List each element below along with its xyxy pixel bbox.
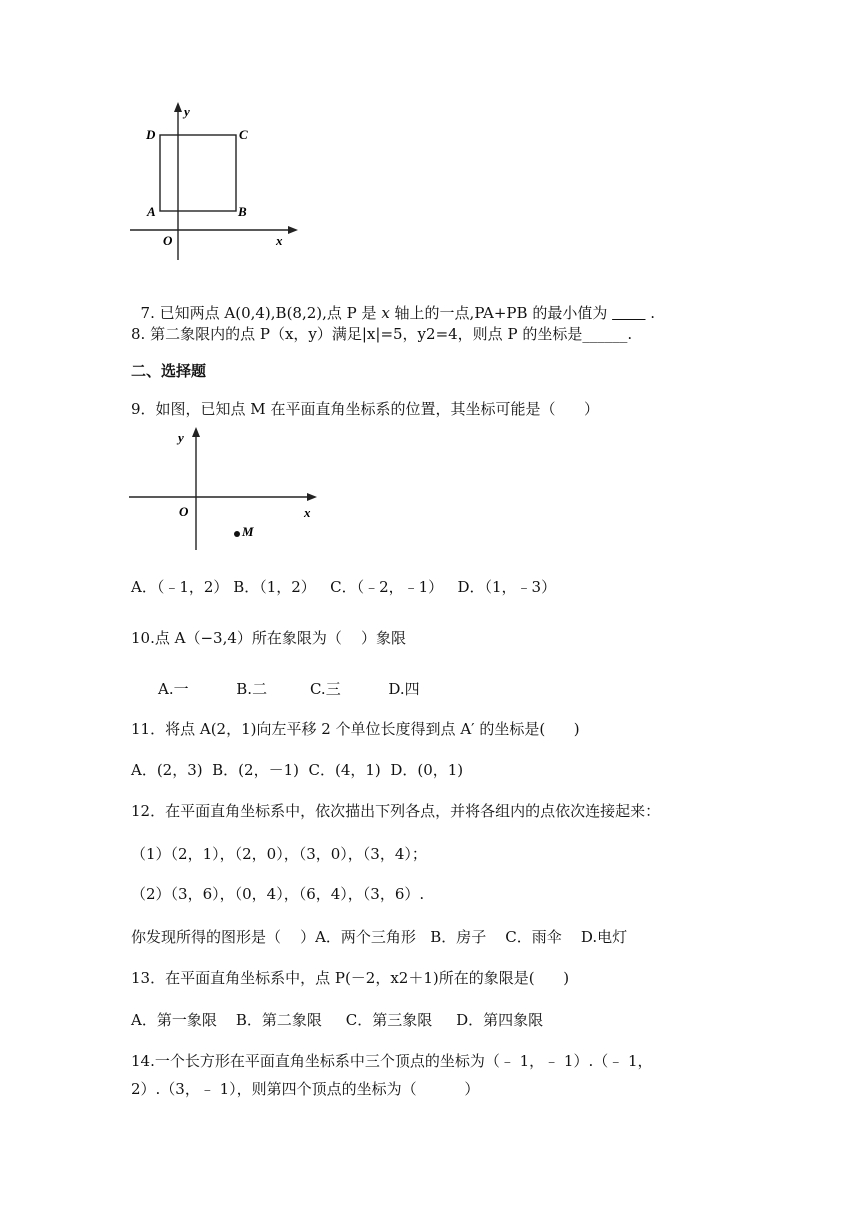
q7-text-pre: 7. 已知两点 A(0,4),B(8,2),点 P 是 bbox=[140, 304, 382, 322]
question-14-line-1: 14.一个长方形在平面直角坐标系中三个顶点的坐标为（﹣ 1，﹣ 1）.（﹣ 1， bbox=[131, 1052, 653, 1070]
question-12-group-2: （2）（3，6），（0，4），（6，4），（3，6）. bbox=[131, 885, 425, 903]
figure-square-abcd bbox=[126, 100, 306, 265]
label-C: C bbox=[239, 127, 248, 142]
label-x: x bbox=[304, 505, 311, 520]
figure-point-m bbox=[126, 424, 326, 554]
label-D: D bbox=[146, 127, 156, 142]
label-origin: O bbox=[163, 233, 173, 248]
q7-answer-blank[interactable] bbox=[612, 304, 645, 322]
label-origin: O bbox=[179, 504, 189, 519]
question-11: 11．将点 A(2，1)向左平移 2 个单位长度得到点 A′ 的坐标是( ) bbox=[131, 720, 580, 738]
y-axis-arrow bbox=[192, 427, 200, 437]
question-8: 8. 第二象限内的点 P（x，y）满足|x|=5，y2=4，则点 P 的坐标是______. bbox=[131, 325, 633, 343]
label-A: A bbox=[147, 204, 156, 219]
square-abcd bbox=[160, 135, 236, 211]
q7-end: . bbox=[645, 304, 656, 322]
x-axis-arrow bbox=[288, 226, 298, 234]
question-14-line-2: 2）.（3，﹣ 1），则第四个顶点的坐标为（ ） bbox=[131, 1080, 480, 1098]
question-9-options: A．（﹣1，2） B．（1，2） C．（﹣2，﹣1） D．（1，﹣3） bbox=[131, 578, 557, 596]
label-B: B bbox=[238, 204, 247, 219]
point-m bbox=[234, 531, 240, 537]
q7-text-post: 轴上的一点,PA+PB 的最小值为 bbox=[389, 304, 613, 322]
question-13-options: A．第一象限 B．第二象限 C．第三象限 D．第四象限 bbox=[131, 1011, 544, 1029]
label-y: y bbox=[178, 430, 184, 445]
question-12-group-1: （1）（2，1），（2，0），（3，0），（3，4）； bbox=[131, 845, 427, 863]
label-M: M bbox=[242, 524, 254, 539]
question-13: 13．在平面直角坐标系中，点 P(－2，x2＋1)所在的象限是( ) bbox=[131, 969, 570, 987]
question-10-options: A.一 B.二 C.三 D.四 bbox=[158, 680, 420, 698]
question-12: 12．在平面直角坐标系中，依次描出下列各点，并将各组内的点依次连接起来： bbox=[131, 802, 661, 820]
question-12-options: 你发现所得的图形是（ ）A．两个三角形 B．房子 C．雨伞 D.电灯 bbox=[131, 928, 628, 946]
x-axis-arrow bbox=[307, 493, 317, 501]
q7-var: x bbox=[381, 304, 390, 322]
question-10: 10.点 A（−3,4）所在象限为（ ）象限 bbox=[131, 629, 406, 647]
question-11-options: A．(2，3) B．(2，－1) C．(4，1) D．(0，1) bbox=[131, 761, 464, 779]
y-axis-arrow bbox=[174, 102, 182, 112]
label-x: x bbox=[276, 233, 283, 248]
label-y: y bbox=[184, 104, 190, 119]
question-9: 9．如图，已知点 M 在平面直角坐标系的位置，其坐标可能是（ ） bbox=[131, 400, 600, 418]
question-7 bbox=[131, 283, 655, 323]
section-heading: 二、选择题 bbox=[131, 362, 207, 380]
